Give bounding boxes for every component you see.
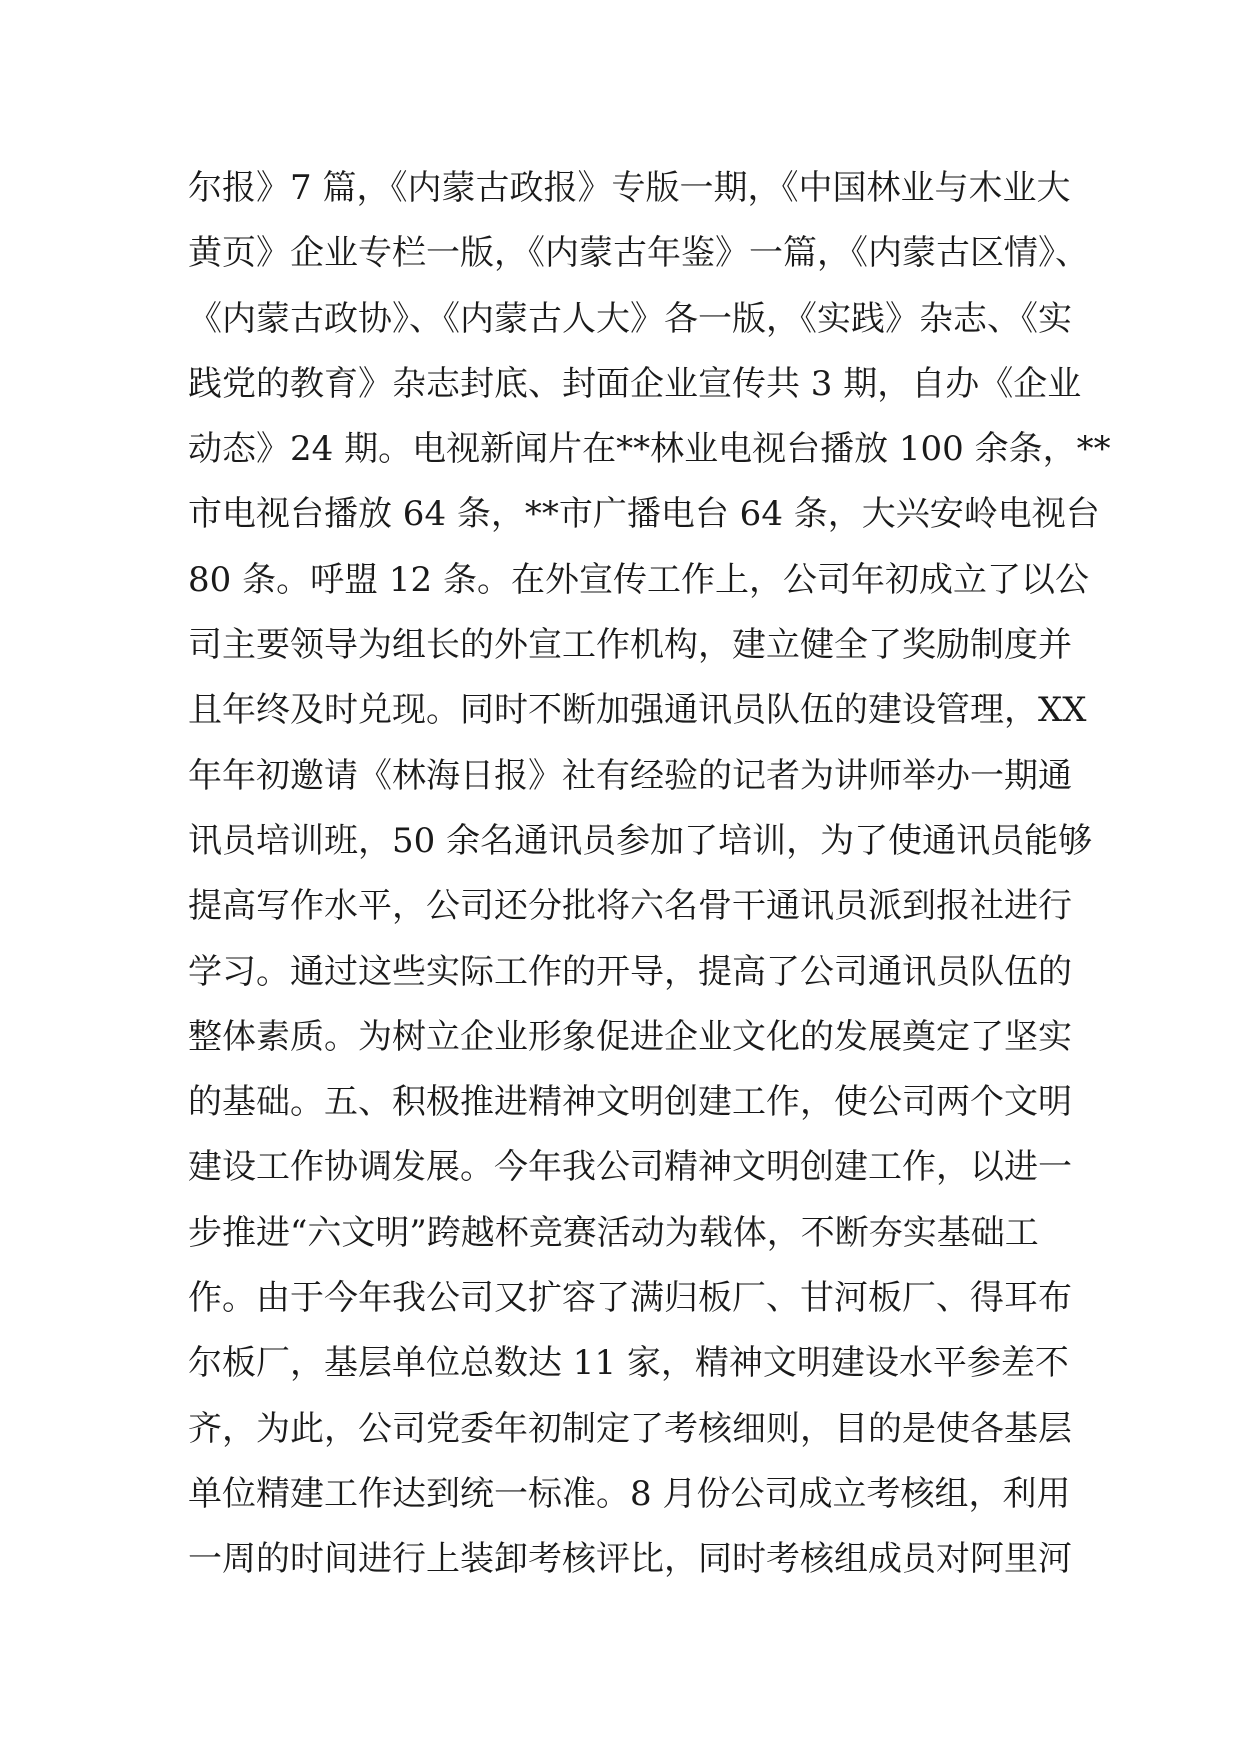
text-line: 司主要领导为组长的外宣工作机构，建立健全了奖励制度并 xyxy=(188,625,1072,666)
text-line: 80 条。呼盟 12 条。在外宣传工作上，公司年初成立了以公 xyxy=(188,559,1089,600)
text-line: 整体素质。为树立企业形象促进企业文化的发展奠定了坚实 xyxy=(188,1016,1072,1057)
text-line: 的基础。五、积极推进精神文明创建工作，使公司两个文明 xyxy=(188,1082,1072,1123)
text-line: 年年初邀请《林海日报》社有经验的记者为讲师举办一期通 xyxy=(188,755,1072,796)
text-line: 作。由于今年我公司又扩容了满归板厂、甘河板厂、得耳布 xyxy=(188,1278,1072,1319)
text-line: 步推进“六文明”跨越杯竞赛活动为载体，不断夯实基础工 xyxy=(188,1212,1039,1253)
text-line: 《内蒙古政协》、《内蒙古人大》各一版，《实践》杂志、《实 xyxy=(188,298,1072,339)
text-line: 且年终及时兑现。同时不断加强通讯员队伍的建设管理，XX xyxy=(188,690,1087,731)
text-line: 单位精建工作达到统一标准。8 月份公司成立考核组，利用 xyxy=(188,1473,1071,1514)
text-line: 齐，为此，公司党委年初制定了考核细则，目的是使各基层 xyxy=(188,1408,1072,1449)
text-line: 提高写作水平，公司还分批将六名骨干通讯员派到报社进行 xyxy=(188,886,1072,927)
text-line: 建设工作协调发展。今年我公司精神文明创建工作，以进一 xyxy=(188,1147,1072,1188)
body-text xyxy=(188,156,1111,1593)
text-line: 践党的教育》杂志封底、封面企业宣传共 3 期，自办《企业 xyxy=(188,363,1082,404)
text-line: 尔板厂，基层单位总数达 11 家，精神文明建设水平参差不 xyxy=(188,1343,1069,1384)
text-line: 黄页》企业专栏一版，《内蒙古年鉴》一篇，《内蒙古区情》、 xyxy=(188,233,1089,274)
text-line: 市电视台播放 64 条，**市广播电台 64 条，大兴安岭电视台 xyxy=(188,494,1100,535)
text-line: 学习。通过这些实际工作的开导，提高了公司通讯员队伍的 xyxy=(188,951,1072,992)
text-line: 动态》24 期。电视新闻片在**林业电视台播放 100 余条，** xyxy=(188,429,1111,470)
text-line: 讯员培训班，50 余名通讯员参加了培训，为了使通讯员能够 xyxy=(188,820,1093,861)
text-line: 尔报》7 篇，《内蒙古政报》专版一期，《中国林业与木业大 xyxy=(188,168,1071,208)
text-line: 一周的时间进行上装卸考核评比，同时考核组成员对阿里河 xyxy=(188,1539,1072,1580)
